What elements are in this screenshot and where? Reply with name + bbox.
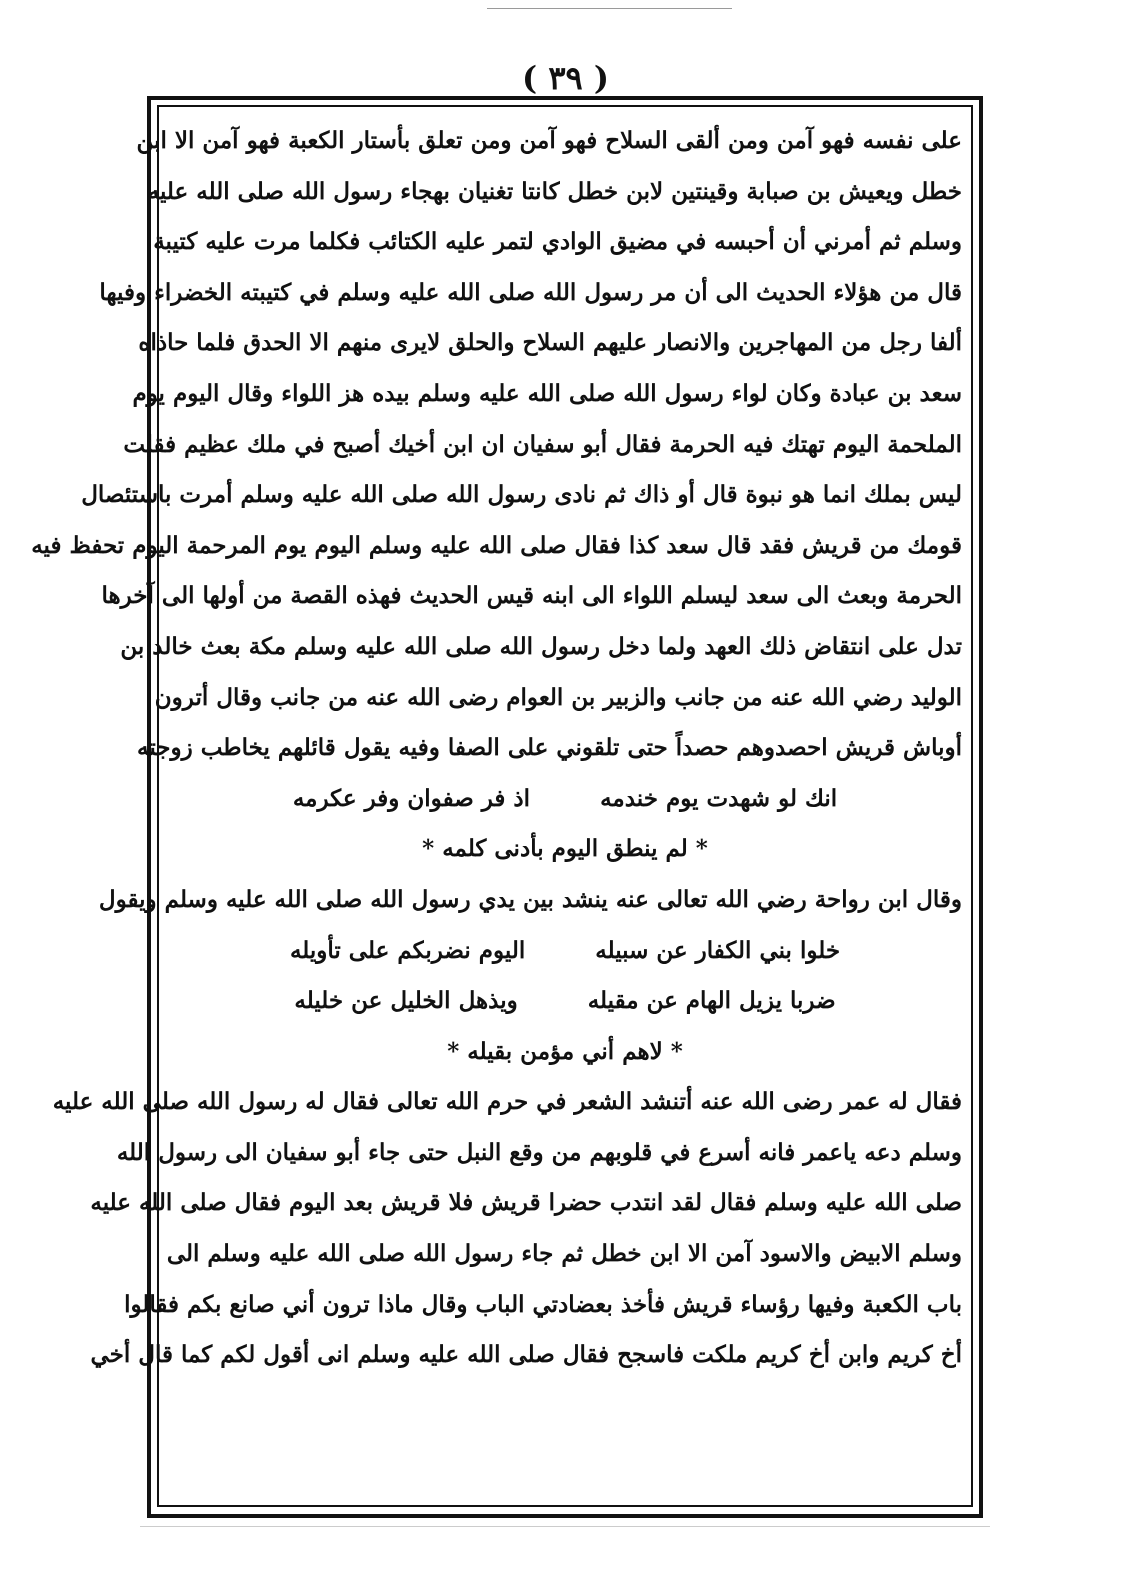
text-line: الوليد رضي الله عنه من جانب والزبير بن العوام رضى الله عنه من جانب وقال أترون (154, 683, 962, 711)
text-line: وقال ابن رواحة رضي الله تعالى عنه ينشد بين يدي رسول الله صلى الله عليه وسلم ويقول (98, 885, 962, 913)
text-line: وسلم الابيض والاسود آمن الا ابن خطل ثم جاء رسول الله صلى الله عليه وسلم الى (166, 1240, 962, 1268)
text-line: ألفا رجل من المهاجرين والانصار عليهم السلاح والحلق لايرى منهم الا الحدق فلما حاذاه (138, 329, 962, 357)
body-paragraph-1 (31, 116, 962, 774)
verse-first-hemistich: خلوا بني الكفار عن سبيله (595, 936, 841, 964)
text-line: الحرمة وبعث الى سعد ليسلم اللواء الى ابنه قيس الحديث فهذه القصة من أولها الى آخرها (101, 582, 962, 610)
text-line: أخ كريم وابن أخ كريم ملكت فاسجح فقال صلى الله عليه وسلم انى أقول لكم كما قال أخي (90, 1341, 962, 1369)
text-line: وسلم دعه ياعمر فانه أسرع في قلوبهم من وقع النبل حتى جاء أبو سفيان الى رسول الله (116, 1138, 962, 1166)
poem-verse-2a (168, 926, 962, 977)
text-line: قومك من قريش فقد قال سعد كذا فقال صلى الله عليه وسلم اليوم يوم المرحمة اليوم تحفظ فيه (31, 531, 962, 559)
text-line: صلى الله عليه وسلم فقال لقد انتدب حضرا قريش فلا قريش بعد اليوم فقال صلى الله عليه (90, 1189, 962, 1217)
poem-closing-line-1: * لم ينطق اليوم بأدنى كلمه * (422, 835, 708, 863)
text-line: تدل على انتقاض ذلك العهد ولما دخل رسول الله صلى الله عليه وسلم مكة بعث خالد بن (120, 632, 962, 660)
text-line: ليس بملك انما هو نبوة قال أو ذاك ثم نادى رسول الله صلى الله عليه وسلم أمرت باستئصال (81, 481, 962, 509)
page-text-block (31, 116, 962, 1381)
body-paragraph-3 (52, 1077, 962, 1381)
poem-closing-line-2: * لاهم أني مؤمن بقيله * (447, 1037, 683, 1065)
top-edge-rule (487, 8, 732, 9)
text-line: وسلم ثم أمرني أن أحبسه في مضيق الوادي لتمر عليه الكتائب فكلما مرت عليه كتيبة (153, 228, 962, 256)
verse-second-hemistich: اليوم نضربكم على تأويله (289, 936, 526, 964)
verse-first-hemistich: ضربا يزيل الهام عن مقيله (587, 987, 836, 1015)
body-paragraph-2 (98, 875, 962, 926)
text-line: الملحمة اليوم تهتك فيه الحرمة فقال أبو سفيان ان ابن أخيك أصبح في ملك عظيم فقلت (123, 430, 962, 458)
poem-verse-2b (168, 976, 962, 1027)
text-line: قال من هؤلاء الحديث الى أن مر رسول الله صلى الله عليه وسلم في كتيبته الخضراء وفيها (99, 278, 962, 306)
verse-second-hemistich: ويذهل الخليل عن خليله (294, 987, 518, 1015)
text-line: أوباش قريش احصدوهم حصداً حتى تلقوني على الصفا وفيه يقول قائلهم يخاطب زوجته (137, 734, 962, 762)
page-number: ( ٣٩ ) (522, 59, 609, 97)
poem-verse-1 (168, 774, 962, 825)
verse-first-hemistich: انك لو شهدت يوم خندمه (600, 784, 838, 812)
bottom-edge-rule (140, 1526, 990, 1527)
verse-second-hemistich: اذ فر صفوان وفر عكرمه (292, 784, 531, 812)
text-line: فقال له عمر رضى الله عنه أتنشد الشعر في حرم الله تعالى فقال له رسول الله صلى الله عليه (52, 1088, 962, 1116)
text-line: سعد بن عبادة وكان لواء رسول الله صلى الله عليه وسلم بيده هز اللواء وقال اليوم يوم (132, 379, 962, 407)
text-line: على نفسه فهو آمن ومن ألقى السلاح فهو آمن ومن تعلق بأستار الكعبة فهو آمن الا ابن (136, 127, 962, 154)
text-line: باب الكعبة وفيها رؤساء قريش فأخذ بعضادتي الباب وقال ماذا ترون أني صانع بكم فقالوا (124, 1290, 962, 1318)
text-line: خطل ويعيش بن صبابة وقينتين لابن خطل كانتا تغنيان بهجاء رسول الله صلى الله عليه (147, 177, 962, 205)
